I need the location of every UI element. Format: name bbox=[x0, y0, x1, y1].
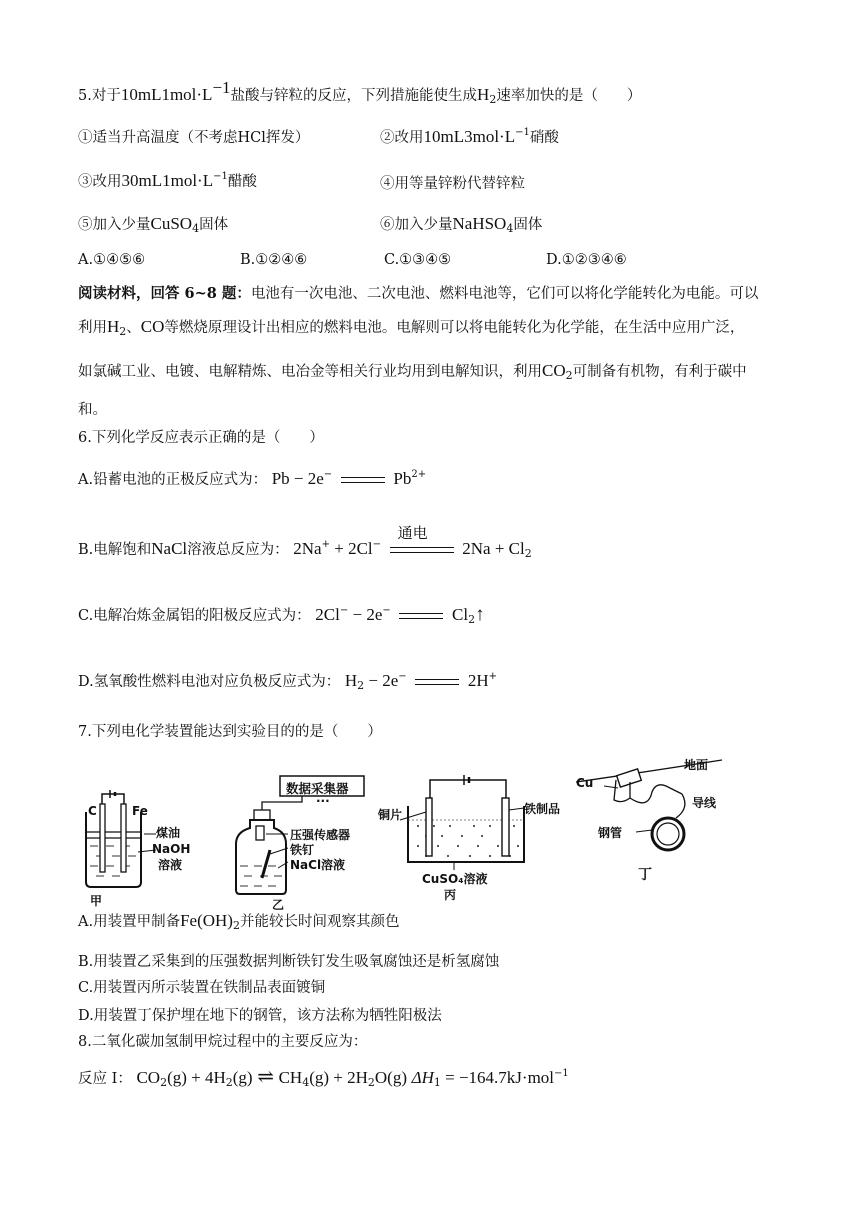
figure-jia: C Fe 煤油 NaOH 溶液 甲 bbox=[76, 790, 206, 906]
q7-option-b: B.用装置乙采集到的压强数据判断铁钉发生吸氧腐蚀还是析氢腐蚀 bbox=[78, 954, 500, 970]
figure-ding: Cu 地面 导线 钢管 丁 bbox=[572, 752, 732, 892]
figure-ding-caption: 丁 bbox=[638, 867, 652, 883]
reading-para-line-3: 如氯碱工业、电镀、电解精炼、电冶金等相关行业均用到电解知识，利用$CO_2$可制备有机物，有利于碳中 bbox=[78, 361, 747, 382]
figure-bing-caption: 丙 bbox=[444, 888, 457, 902]
q5-option-b: B.①②④⑥ bbox=[240, 252, 308, 268]
q7-option-d: D.用装置丁保护埋在地下的钢管，该方法称为牺牲阳极法 bbox=[78, 1008, 442, 1024]
q6-option-a: A.铅蓄电池的正极反应式为： Pb − 2e− $Pb^{2+}$ bbox=[78, 469, 427, 488]
figure-yi-caption: 乙 bbox=[272, 898, 285, 912]
q8-reaction-1: 反应 I： $CO_2(g) + 4H_2(g)$ ⇌ $CH_4(g) + 2H_2O(g) \Delta H_1 = -164.7kJ\cdot mol^{-1}$ bbox=[78, 1066, 569, 1089]
q7-option-c: C.用装置丙所示装置在铁制品表面镀铜 bbox=[78, 980, 326, 996]
q7-option-a: A.用装置甲制备$Fe(OH)_2$并能较长时间观察其颜色 bbox=[78, 911, 400, 932]
q5-item-1: ①适当升高温度（不考虑HCl挥发） bbox=[78, 130, 310, 146]
equals-sign-condition bbox=[390, 524, 454, 553]
reading-para-line-4: 和。 bbox=[78, 402, 107, 418]
q6-option-d: D.氢氧酸性燃料电池对应负极反应式为： $H_2 - 2e^-$ 2H+ bbox=[78, 671, 498, 692]
equals-sign bbox=[399, 613, 443, 619]
figure-yi: 数据采集器 ··· 压强传感器 铁钉 NaCl溶液 乙 bbox=[232, 774, 372, 910]
q5-item-3: ③改用$30mL1mol\cdot L^{-1}$醋酸 bbox=[78, 171, 257, 190]
q6-option-c: C.电解冶炼金属铝的阳极反应式为： 2Cl− − 2e− $Cl_2↑$ bbox=[78, 604, 485, 626]
q6-stem: 6.下列化学反应表示正确的是（ ） bbox=[78, 430, 324, 446]
equals-sign bbox=[415, 679, 459, 685]
figure-jia-caption: 甲 bbox=[90, 894, 103, 908]
figure-bing: 铜片 铁制品 CuSO₄溶液 丙 bbox=[378, 770, 568, 910]
equilibrium-arrow-icon: ⇌ bbox=[257, 1066, 274, 1088]
q5-item-4: ④用等量锌粉代替锌粒 bbox=[380, 176, 525, 192]
condition-label: 通电 bbox=[397, 524, 428, 542]
q8-stem: 8.二氧化碳加氢制甲烷过程中的主要反应为： bbox=[78, 1034, 368, 1050]
equals-sign bbox=[341, 477, 385, 483]
gas-arrow-icon: ↑ bbox=[475, 604, 485, 625]
q5-option-a: A.①④⑤⑥ bbox=[78, 252, 146, 268]
reading-para-line-1: 阅读材料，回答 6~8 题：电池有一次电池、二次电池、燃料电池等，它们可以将化学能转化为电能。可以 bbox=[78, 285, 759, 302]
apparatus-bing-drawing bbox=[378, 770, 568, 870]
q5-item-6: ⑥加入少量NaHSO$_4$固体 bbox=[380, 214, 543, 235]
q5-option-c: C.①③④⑤ bbox=[384, 252, 452, 268]
q5-stem: 5.对于$10mL1mol\cdot L^{-1}$盐酸与锌粒的反应，下列措施能使生成$H_2$速率加快的是（ ） bbox=[78, 78, 642, 106]
q5-item-5: ⑤加入少量CuSO$_4$固体 bbox=[78, 214, 229, 235]
q7-stem: 7.下列电化学装置能达到实验目的的是（ ） bbox=[78, 724, 382, 740]
reading-para-line-2: 利用$H_2$、CO等燃烧原理设计出相应的燃料电池。电解则可以将电能转化为化学能，在生活中应用广泛， bbox=[78, 317, 745, 338]
reading-lead: 阅读材料，回答 6~8 题： bbox=[78, 285, 251, 302]
q6-option-b: B.电解饱和NaCl溶液总反应为： 2Na+ + 2Cl− 通电 $2Na + Cl_2$ bbox=[78, 524, 532, 560]
data-collector-box-label: 数据采集器 bbox=[286, 781, 349, 796]
q5-option-d: D.①②③④⑥ bbox=[546, 252, 627, 268]
q5-item-2: ②改用$10mL3mol\cdot L^{-1}$硝酸 bbox=[380, 127, 559, 146]
